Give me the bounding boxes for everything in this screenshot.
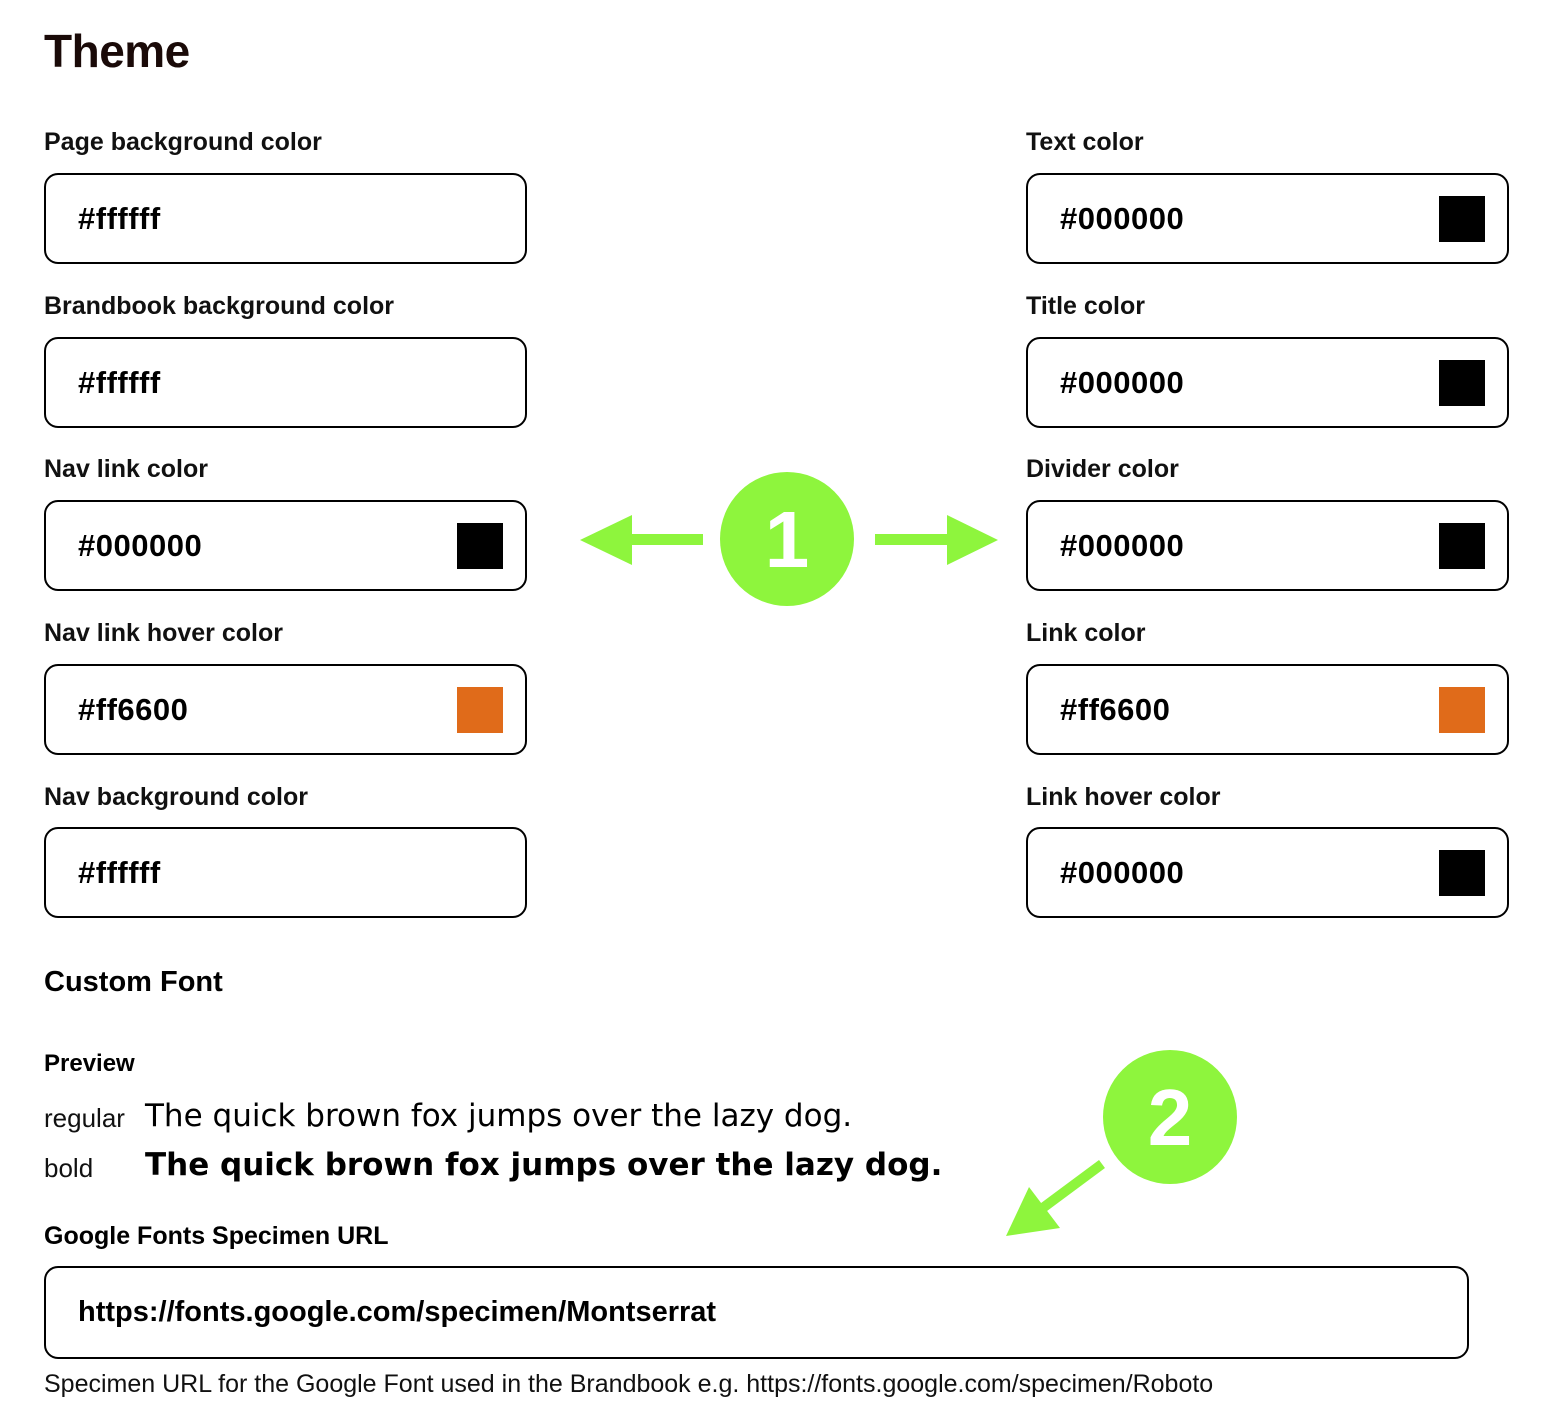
nav-link-hover-color-label: Nav link hover color bbox=[44, 619, 283, 647]
title-color-value: #000000 bbox=[1060, 365, 1185, 400]
brandbook-bg-color-value: #ffffff bbox=[78, 365, 161, 400]
link-hover-color-value: #000000 bbox=[1060, 855, 1185, 890]
page-title: Theme bbox=[44, 25, 190, 77]
bold-font-sample: The quick brown fox jumps over the lazy dog. bbox=[145, 1147, 943, 1183]
regular-font-sample: The quick brown fox jumps over the lazy dog. bbox=[145, 1098, 853, 1134]
nav-link-color-label: Nav link color bbox=[44, 455, 208, 483]
marker-1-label: 1 bbox=[764, 495, 810, 584]
marker-2-label: 2 bbox=[1147, 1073, 1193, 1162]
url-help-text: Specimen URL for the Google Font used in the Brandbook e.g. https://fonts.google.com/specimen/Roboto bbox=[44, 1370, 1214, 1398]
nav-bg-color-label: Nav background color bbox=[44, 783, 308, 811]
nav-link-hover-color-value: #ff6600 bbox=[78, 692, 189, 727]
left-arrow-icon bbox=[580, 515, 703, 565]
link-color-label: Link color bbox=[1026, 619, 1146, 647]
nav-bg-color-value: #ffffff bbox=[78, 855, 161, 890]
divider-color-value: #000000 bbox=[1060, 528, 1185, 563]
divider-color-label: Divider color bbox=[1026, 455, 1179, 483]
right-arrow-icon bbox=[875, 515, 998, 565]
text-color-value: #000000 bbox=[1060, 201, 1185, 236]
brandbook-bg-color-label: Brandbook background color bbox=[44, 292, 395, 320]
page-bg-color-value: #ffffff bbox=[78, 201, 161, 236]
google-fonts-url-value: https://fonts.google.com/specimen/Montserrat bbox=[78, 1296, 717, 1328]
link-hover-color-label: Link hover color bbox=[1026, 783, 1221, 811]
preview-label: Preview bbox=[44, 1050, 135, 1077]
link-color-value: #ff6600 bbox=[1060, 692, 1171, 727]
nav-link-color-value: #000000 bbox=[78, 528, 203, 563]
diagonal-arrow-icon bbox=[1006, 1164, 1102, 1236]
custom-font-heading: Custom Font bbox=[44, 966, 223, 998]
text-color-label: Text color bbox=[1026, 128, 1144, 156]
regular-weight-label: regular bbox=[44, 1103, 125, 1133]
page-bg-color-label: Page background color bbox=[44, 128, 322, 156]
google-fonts-url-label: Google Fonts Specimen URL bbox=[44, 1222, 389, 1250]
title-color-label: Title color bbox=[1026, 292, 1146, 320]
bold-weight-label: bold bbox=[44, 1153, 94, 1183]
